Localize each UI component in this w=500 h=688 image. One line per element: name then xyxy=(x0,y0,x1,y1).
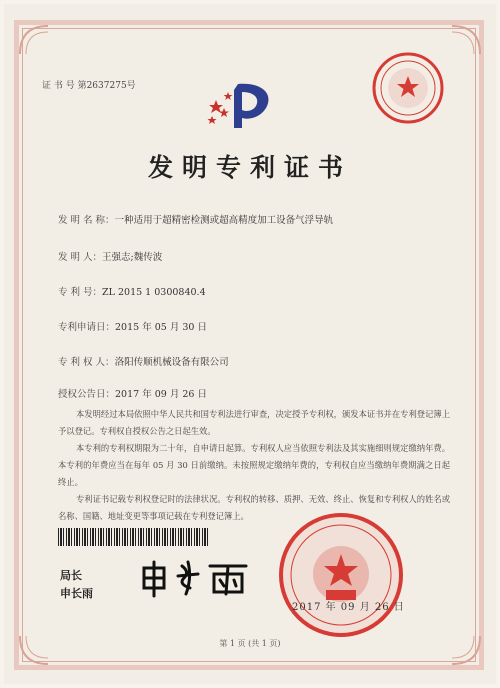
field-label: 授权公告日： xyxy=(58,389,116,400)
barcode xyxy=(58,528,208,546)
field-grant-date xyxy=(58,386,207,400)
field-value: 2015 年 05 月 30 日 xyxy=(115,322,207,333)
signature-role: 局长 xyxy=(60,569,82,582)
agency-stamp xyxy=(370,50,446,126)
body-paragraph: 本发明经过本局依照中华人民共和国专利法进行审查，决定授予专利权，颁发本证书并在专利登记簿上予以登记。专利权自授权公告之日起生效。 xyxy=(58,409,450,436)
field-invention-name xyxy=(58,212,333,226)
corner-ornament-top-left xyxy=(16,22,52,58)
certificate-number: 证 书 号 第2637275号 xyxy=(42,81,136,91)
body-paragraph: 本专利的专利权期限为二十年，自申请日起算。专利权人应当依照专利法及其实施细则规定缴纳年费。本专利的年费应当在每年 05 月 30 日前缴纳。未按照规定缴纳年费的，专利权自应当缴纳年费期满之日起终止。 xyxy=(58,443,450,487)
certificate-body xyxy=(58,406,450,525)
field-value: 洛阳传顺机械设备有限公司 xyxy=(114,357,229,368)
field-application-date xyxy=(58,319,207,333)
field-value: 一种适用于超精密检测或超高精度加工设备气浮导轨 xyxy=(114,215,334,226)
field-value: ZL 2015 1 0300840.4 xyxy=(102,287,206,298)
patent-office-logo-icon xyxy=(204,78,282,134)
field-label: 发 明 名 称： xyxy=(58,215,115,226)
field-value: 王强志;魏传波 xyxy=(102,252,163,263)
field-inventors xyxy=(58,249,162,263)
signature-name: 申长雨 xyxy=(60,587,93,600)
field-patent-number xyxy=(58,284,206,298)
page-number: 第 1 页 (共 1 页) xyxy=(219,639,281,648)
field-label: 专 利 权 人： xyxy=(58,357,115,368)
seal-date: 2017 年 09 月 26 日 xyxy=(292,602,405,613)
certificate-title: 发明专利证书 xyxy=(147,153,352,182)
corner-ornament-top-right xyxy=(448,22,484,58)
body-paragraph: 专利证书记载专利权登记时的法律状况。专利权的转移、质押、无效、终止、恢复和专利权人的姓名或名称、国籍、地址变更等事项记载在专利登记簿上。 xyxy=(58,494,450,521)
field-label: 专利申请日： xyxy=(58,322,116,333)
field-label: 发 明 人： xyxy=(58,252,103,263)
field-patentee xyxy=(58,354,229,368)
official-seal xyxy=(276,510,406,640)
handwritten-signature xyxy=(138,558,256,598)
field-label: 专 利 号： xyxy=(58,287,103,298)
field-value: 2017 年 09 月 26 日 xyxy=(115,389,207,400)
